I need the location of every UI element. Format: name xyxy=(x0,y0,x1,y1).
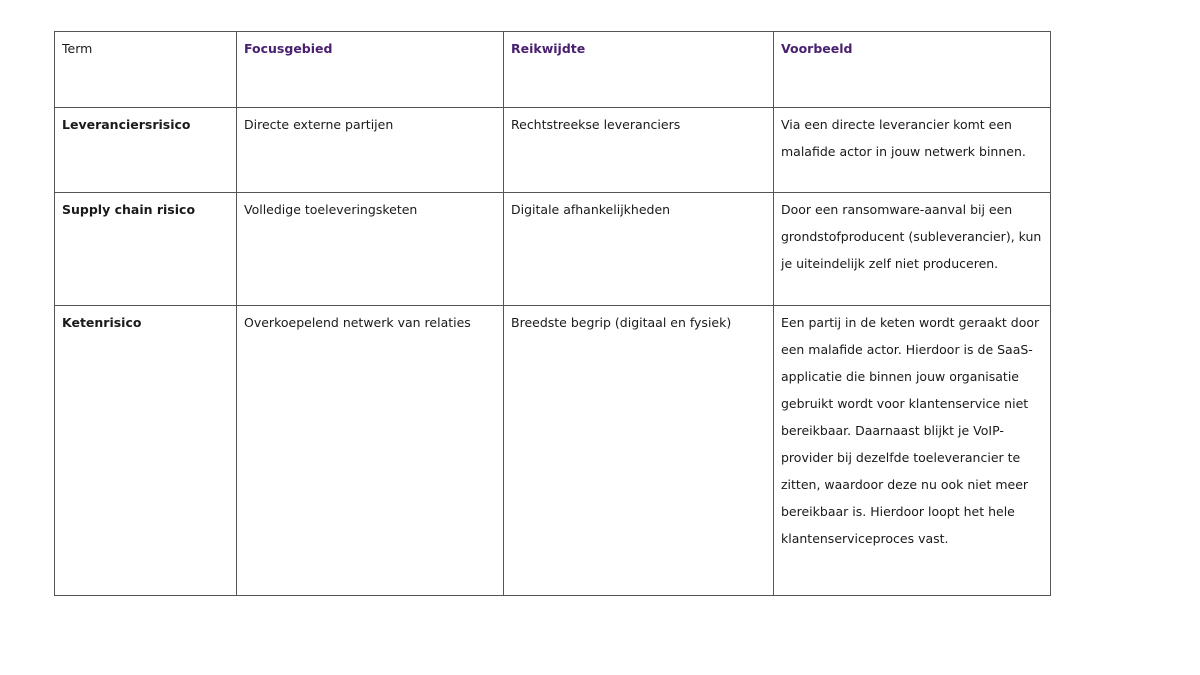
scope-cell: Digitale afhankelijkheden xyxy=(504,193,774,306)
header-focusgebied: Focusgebied xyxy=(237,32,504,108)
term-cell: Ketenrisico xyxy=(55,306,237,596)
example-cell: Door een ransomware-aanval bij een grondstofproducent (subleverancier), kun je uiteindelijk zelf niet produceren. xyxy=(774,193,1051,306)
example-cell: Een partij in de keten wordt geraakt door een malafide actor. Hierdoor is de SaaS-applicatie die binnen jouw organisatie gebruikt wordt voor klantenservice niet bereikbaar. Daarnaast blijkt je VoIP-provider bij dezelfde toeleverancier te zitten, waardoor deze nu ook niet meer bereikbaar is. Hierdoor loopt het hele klantenserviceproces vast. xyxy=(774,306,1051,596)
term-cell: Supply chain risico xyxy=(55,193,237,306)
focus-cell: Directe externe partijen xyxy=(237,108,504,193)
header-term: Term xyxy=(55,32,237,108)
header-voorbeeld: Voorbeeld xyxy=(774,32,1051,108)
example-cell: Via een directe leverancier komt een malafide actor in jouw netwerk binnen. xyxy=(774,108,1051,193)
table-row xyxy=(55,193,1051,306)
table-header-row xyxy=(55,32,1051,108)
table-row xyxy=(55,108,1051,193)
scope-cell: Rechtstreekse leveranciers xyxy=(504,108,774,193)
table-row xyxy=(55,306,1051,596)
focus-cell: Overkoepelend netwerk van relaties xyxy=(237,306,504,596)
comparison-table xyxy=(54,31,1051,596)
header-reikwijdte: Reikwijdte xyxy=(504,32,774,108)
scope-cell: Breedste begrip (digitaal en fysiek) xyxy=(504,306,774,596)
term-cell: Leveranciersrisico xyxy=(55,108,237,193)
focus-cell: Volledige toeleveringsketen xyxy=(237,193,504,306)
